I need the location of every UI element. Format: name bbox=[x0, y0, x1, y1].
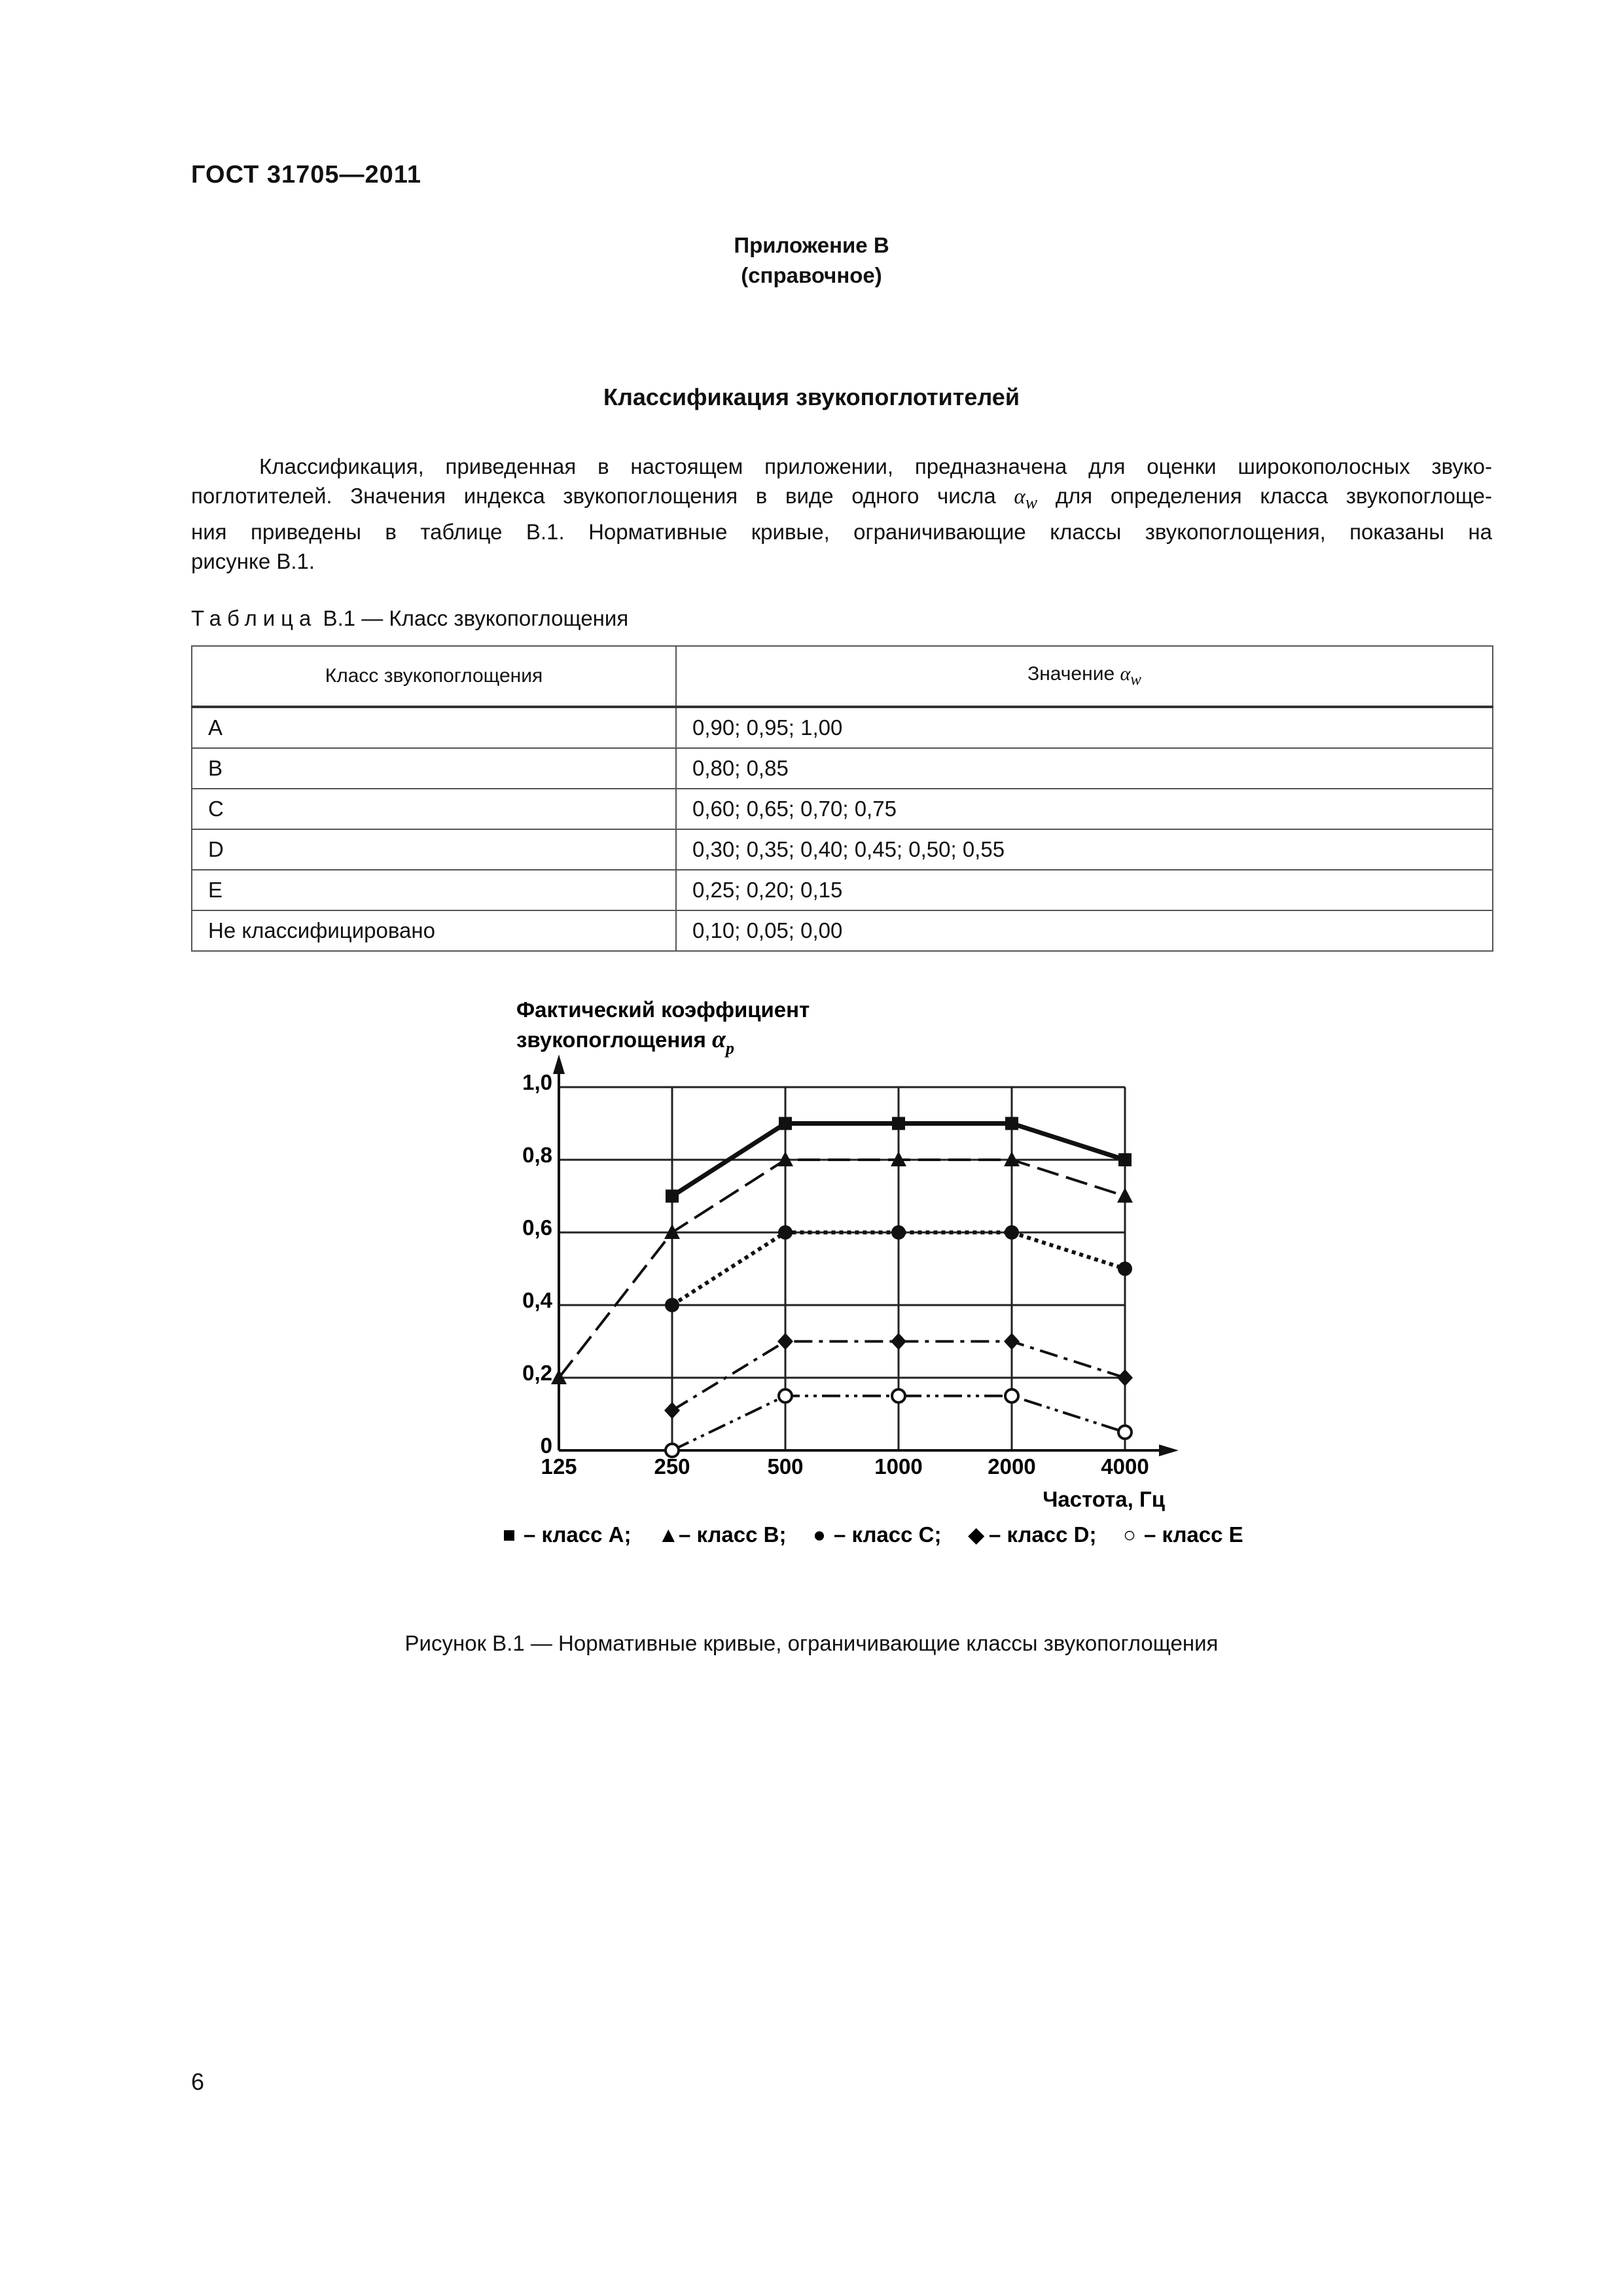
intro-line-3: ния приведены в таблице В.1. Нормативные кривые, ограничивающие классы звукопоглощения, показаны на bbox=[191, 519, 1492, 544]
chart-legend bbox=[503, 1522, 1243, 1547]
x-tick-label: 250 bbox=[654, 1454, 690, 1479]
x-tick-label: 1000 bbox=[874, 1454, 923, 1479]
table-row bbox=[192, 707, 1493, 748]
legend-symbol: ■ bbox=[503, 1522, 516, 1547]
intro-line-2 bbox=[191, 481, 1492, 517]
point-circle bbox=[1118, 1262, 1132, 1276]
point-diamond bbox=[1117, 1369, 1133, 1386]
legend-label: – класс С; bbox=[834, 1522, 942, 1547]
table-row bbox=[192, 870, 1493, 910]
table-caption bbox=[191, 606, 628, 631]
y-tick-label: 0,4 bbox=[522, 1288, 552, 1312]
point-diamond bbox=[664, 1402, 680, 1419]
series-line-2 bbox=[559, 1160, 1125, 1378]
class-cell: D bbox=[192, 829, 676, 870]
section-title: Классификация звукопоглотителей bbox=[603, 384, 1020, 410]
figure-caption: Рисунок В.1 — Нормативные кривые, ограничивающие классы звукопоглощения bbox=[404, 1631, 1219, 1655]
point-square bbox=[892, 1117, 905, 1130]
point-circle bbox=[1005, 1225, 1019, 1240]
intro-line-1: Классификация, приведенная в настоящем приложении, предназначена для оценки широкополосных звуко- bbox=[259, 454, 1492, 478]
legend-label: – класс Е bbox=[1144, 1522, 1243, 1547]
point-circle bbox=[778, 1225, 793, 1240]
intro-line-2-end: для определения класса звукопоглоще- bbox=[1055, 484, 1493, 508]
header-value: Значение $\alpha_w$ bbox=[676, 646, 1493, 707]
point-square bbox=[1118, 1153, 1132, 1166]
y-axis-label-line2: звукопоглощения $\alpha_p$ bbox=[516, 1026, 735, 1058]
legend-label: – класс А; bbox=[524, 1522, 632, 1547]
x-tick-label: 4000 bbox=[1101, 1454, 1149, 1479]
class-cell: В bbox=[192, 748, 676, 789]
value-cell: 0,25; 0,20; 0,15 bbox=[676, 870, 1493, 910]
alpha-w-symbol: $\alpha_w$ bbox=[1014, 485, 1038, 512]
document-id: ГОСТ 31705—2011 bbox=[191, 161, 421, 188]
classification-table bbox=[191, 645, 1493, 952]
legend-label: – класс В; bbox=[679, 1522, 787, 1547]
table-row bbox=[192, 829, 1493, 870]
table-caption-label: Таблица bbox=[191, 606, 317, 630]
point-square bbox=[779, 1117, 792, 1130]
appendix-kind: (справочное) bbox=[741, 263, 882, 287]
x-tick-label: 125 bbox=[541, 1454, 577, 1479]
value-cell: 0,80; 0,85 bbox=[676, 748, 1493, 789]
class-cell: Е bbox=[192, 870, 676, 910]
y-tick-label: 0,2 bbox=[522, 1361, 552, 1385]
legend-symbol: ● bbox=[813, 1522, 826, 1547]
point-circle bbox=[665, 1298, 679, 1312]
point-circle bbox=[891, 1225, 906, 1240]
legend-label: – класс D; bbox=[989, 1522, 1097, 1547]
alpha-w-symbol: $\alpha_w$ bbox=[1120, 663, 1141, 689]
x-tick-label: 2000 bbox=[988, 1454, 1036, 1479]
intro-line-4: рисунке В.1. bbox=[191, 548, 315, 573]
value-cell: 0,10; 0,05; 0,00 bbox=[676, 910, 1493, 951]
intro-line-2-text: поглотителей. Значения индекса звукопоглощения в виде одного числа bbox=[191, 484, 996, 508]
point-open-circle bbox=[1005, 1390, 1018, 1403]
value-cell: 0,30; 0,35; 0,40; 0,45; 0,50; 0,55 bbox=[676, 829, 1493, 870]
point-square bbox=[1005, 1117, 1018, 1130]
absorption-chart bbox=[471, 988, 1243, 1564]
point-triangle bbox=[1117, 1188, 1133, 1203]
point-diamond bbox=[891, 1333, 906, 1350]
point-open-circle bbox=[779, 1390, 792, 1403]
chart-series bbox=[559, 1124, 1125, 1451]
legend-symbol: ◆ bbox=[968, 1522, 985, 1547]
table-row bbox=[192, 910, 1493, 951]
x-axis-label: Частота, Гц bbox=[1043, 1487, 1165, 1511]
y-tick-label: 0,6 bbox=[522, 1215, 552, 1240]
x-axis-arrow bbox=[1159, 1444, 1179, 1456]
legend-symbol: ▲ bbox=[658, 1522, 679, 1547]
x-tick-label: 500 bbox=[767, 1454, 804, 1479]
intro-paragraph bbox=[191, 452, 1492, 576]
y-axis-label-line1: Фактический коэффициент bbox=[516, 997, 810, 1022]
table-row bbox=[192, 789, 1493, 829]
value-cell: 0,90; 0,95; 1,00 bbox=[676, 707, 1493, 748]
y-axis-arrow bbox=[553, 1054, 565, 1074]
table-caption-text: В.1 — Класс звукопоглощения bbox=[317, 606, 629, 630]
point-diamond bbox=[777, 1333, 793, 1350]
point-diamond bbox=[1004, 1333, 1020, 1350]
table-header-row bbox=[192, 646, 1493, 707]
chart-ticks bbox=[522, 1070, 1149, 1479]
point-open-circle bbox=[892, 1390, 905, 1403]
class-cell: А bbox=[192, 707, 676, 748]
header-class: Класс звукопоглощения bbox=[192, 646, 676, 707]
y-tick-label: 1,0 bbox=[522, 1070, 552, 1094]
legend-symbol: ○ bbox=[1123, 1522, 1136, 1547]
value-cell: 0,60; 0,65; 0,70; 0,75 bbox=[676, 789, 1493, 829]
appendix-title: Приложение В bbox=[734, 233, 889, 257]
point-square bbox=[666, 1190, 679, 1203]
chart-markers bbox=[551, 1117, 1133, 1458]
class-cell: С bbox=[192, 789, 676, 829]
y-tick-label: 0 bbox=[540, 1433, 552, 1458]
point-open-circle bbox=[1118, 1426, 1132, 1439]
page-number: 6 bbox=[191, 2068, 205, 2095]
y-tick-label: 0,8 bbox=[522, 1143, 552, 1167]
class-cell: Не классифицировано bbox=[192, 910, 676, 951]
table-row bbox=[192, 748, 1493, 789]
